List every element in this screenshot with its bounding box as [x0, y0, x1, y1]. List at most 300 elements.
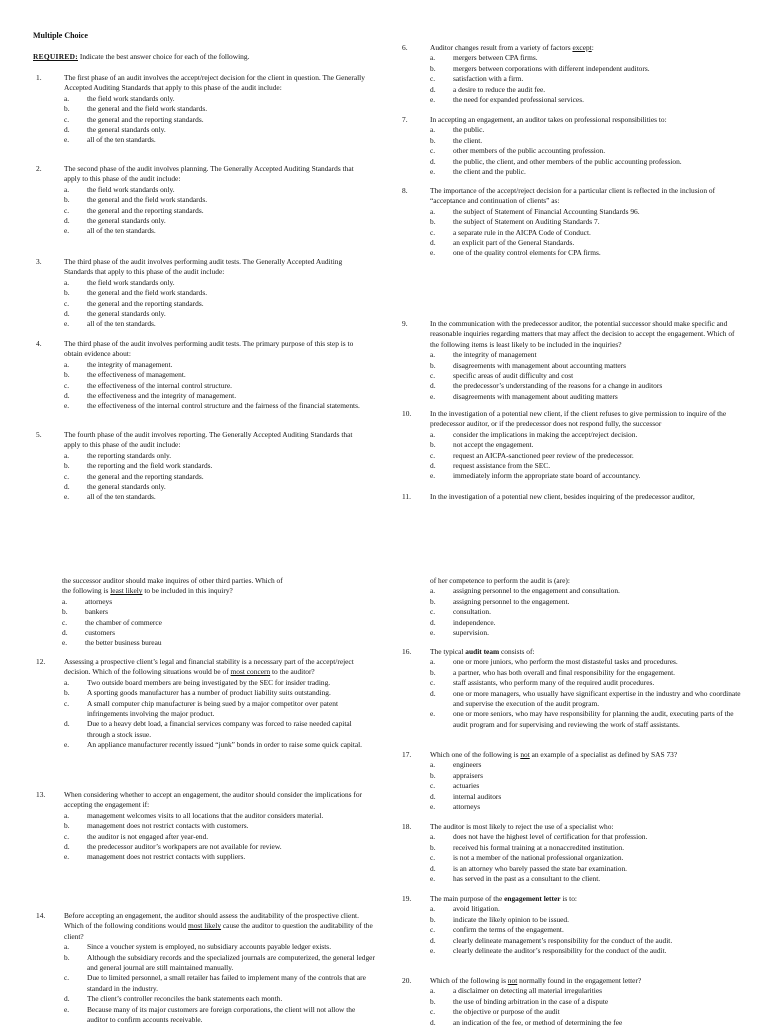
question-number: 5. [36, 430, 42, 439]
answer-option [64, 391, 366, 401]
question-20 [402, 976, 747, 1028]
option-text: the public, the client, and other members of the public accounting profession. [453, 156, 682, 166]
option-text: one or more juniors, who perform the most distasteful tasks and procedures. [453, 657, 678, 667]
option-text: the general and the reporting standards. [87, 471, 204, 481]
question-stem: In accepting an engagement, an auditor takes on professional responsibilities to: [430, 115, 667, 124]
answer-option [64, 1005, 376, 1026]
answer-option [64, 299, 366, 309]
option-text: The client’s controller reconciles the bank statements each month. [87, 994, 283, 1004]
answer-option [430, 207, 742, 217]
option-letter: a. [430, 657, 436, 667]
option-letter: a. [64, 184, 70, 194]
option-letter: e. [64, 1004, 70, 1014]
answer-option [430, 1007, 747, 1017]
option-text: the general standards only. [87, 216, 166, 226]
question-number: 17. [402, 750, 412, 759]
option-text: an indication of the fee, or method of determining the fee [453, 1017, 623, 1027]
option-text: received his formal training at a nonaccredited institution. [453, 842, 625, 852]
option-letter: e. [430, 471, 436, 481]
answer-option [64, 185, 366, 195]
answer-option [64, 195, 366, 205]
option-text: a partner, who has both overall and final responsibility for the engagement. [453, 667, 675, 677]
option-letter: c. [62, 617, 68, 627]
option-letter: b. [62, 607, 68, 617]
option-text: the client and the public. [453, 167, 526, 177]
answer-option [430, 853, 747, 863]
question-14 [36, 911, 376, 1025]
option-letter: e. [430, 628, 436, 638]
answer-option [64, 94, 366, 104]
answer-option [430, 471, 742, 481]
option-letter: e. [430, 95, 436, 105]
option-text: is not a member of the national professional organization. [453, 853, 624, 863]
option-text: actuaries [453, 781, 480, 791]
answer-option [430, 618, 750, 628]
question-11 [402, 492, 742, 502]
answer-option [64, 472, 366, 482]
option-text: all of the ten standards. [87, 226, 156, 236]
option-letter: b. [430, 667, 436, 677]
option-letter: a. [430, 429, 436, 439]
option-letter: b. [64, 952, 70, 962]
option-letter: d. [64, 842, 70, 852]
answer-option [430, 628, 750, 638]
option-letter: d. [64, 391, 70, 401]
option-letter: a. [62, 596, 68, 606]
option-letter: d. [430, 863, 436, 873]
answer-option [430, 461, 742, 471]
question-17 [402, 750, 747, 812]
option-letter: d. [430, 84, 436, 94]
option-letter: d. [64, 994, 70, 1004]
question-11-continued [62, 576, 382, 649]
option-text: indicate the likely opinion to be issued. [453, 914, 569, 924]
answer-option [64, 125, 366, 135]
option-letter: d. [430, 238, 436, 248]
answer-option [430, 864, 747, 874]
answer-option [430, 125, 742, 135]
option-letter: e. [64, 135, 70, 145]
question-number: 2. [36, 164, 42, 173]
answer-option [430, 915, 747, 925]
answer-option [430, 136, 742, 146]
answer-option [430, 392, 742, 402]
option-text: all of the ten standards. [87, 135, 156, 145]
question-number: 10. [402, 409, 412, 418]
answer-option [64, 115, 366, 125]
answer-option [64, 360, 366, 370]
option-text: the use of binding arbitration in the case of a dispute [453, 996, 609, 1006]
answer-option [430, 167, 742, 177]
question-number: 6. [402, 43, 408, 52]
answer-option [64, 688, 376, 698]
required-text: Indicate the best answer choice for each of the following. [79, 52, 250, 61]
question-stem: The third phase of the audit involves performing audit tests. The primary purpose of this step is to obtain evidence about: [64, 339, 354, 359]
answer-option [430, 936, 747, 946]
option-text: the field work standards only. [87, 277, 175, 287]
option-letter: b. [430, 63, 436, 73]
question-number: 20. [402, 976, 412, 985]
option-text: disagreements with management about accounting matters [453, 360, 627, 370]
option-text: the general and the field work standards. [87, 104, 208, 114]
option-letter: a. [64, 810, 70, 820]
option-letter: b. [64, 104, 70, 114]
answer-option [64, 492, 366, 502]
option-text: management welcomes visits to all locations that the auditor considers material. [87, 810, 324, 820]
option-text: the general and the reporting standards. [87, 114, 204, 124]
option-letter: c. [64, 380, 70, 390]
option-text: not accept the engagement. [453, 440, 534, 450]
option-text: a separate rule in the AICPA Code of Conduct. [453, 227, 591, 237]
option-text: clearly delineate management’s responsibility for the conduct of the audit. [453, 935, 673, 945]
option-letter: d. [430, 791, 436, 801]
instructions [33, 52, 249, 62]
question-stem: In the investigation of a potential new client, if the client refuses to give permission to inquire of the predecessor auditor, or if the predecessor does not respond fully, the successor [430, 409, 727, 429]
answer-option [430, 64, 742, 74]
answer-option [430, 157, 742, 167]
option-letter: e. [430, 874, 436, 884]
answer-option [430, 781, 747, 791]
question-number: 7. [402, 115, 408, 124]
option-text: confirm the terms of the engagement. [453, 925, 564, 935]
question-8 [402, 186, 742, 259]
question-number: 12. [36, 657, 46, 666]
option-text: an explicit part of the General Standards. [453, 238, 575, 248]
answer-option [430, 248, 742, 258]
option-letter: e. [430, 248, 436, 258]
option-text: the auditor is not engaged after year-end. [87, 831, 209, 841]
answer-option [64, 973, 376, 994]
option-letter: c. [64, 114, 70, 124]
option-text: other members of the public accounting profession. [453, 146, 606, 156]
option-text: the field work standards only. [87, 184, 175, 194]
answer-option [64, 942, 376, 952]
option-letter: c. [64, 205, 70, 215]
answer-option [64, 135, 366, 145]
answer-option [430, 709, 747, 730]
option-letter: b. [430, 770, 436, 780]
option-letter: b. [64, 461, 70, 471]
option-text: a desire to reduce the audit fee. [453, 84, 546, 94]
option-letter: d. [64, 719, 70, 729]
option-letter: d. [430, 461, 436, 471]
option-letter: c. [64, 471, 70, 481]
option-letter: b. [430, 360, 436, 370]
option-text: the client. [453, 135, 483, 145]
option-text: avoid litigation. [453, 904, 500, 914]
continued-text: of her competence to perform the audit is (are): [430, 576, 570, 585]
question-9 [402, 319, 742, 402]
answer-option [64, 821, 376, 831]
question-stem: Auditor changes result from a variety of factors except: [430, 43, 594, 52]
answer-option [430, 678, 747, 688]
option-letter: d. [64, 125, 70, 135]
option-letter: e. [430, 709, 436, 719]
question-stem: The first phase of an audit involves the accept/reject decision for the client in question. The Generally Accepted Auditing Standards that apply to this phase of the audit include: [64, 73, 365, 93]
option-text: the integrity of management [453, 350, 537, 360]
answer-option [430, 689, 747, 710]
option-text: request assistance from the SEC. [453, 461, 551, 471]
question-stem: The typical audit team consists of: [430, 647, 535, 656]
option-text: specific areas of audit difficulty and cost [453, 371, 574, 381]
option-letter: e. [64, 401, 70, 411]
answer-option [64, 994, 376, 1004]
option-letter: a. [64, 450, 70, 460]
option-letter: d. [64, 482, 70, 492]
question-stem: The importance of the accept/reject decision for a particular client is reflected in the inclusion of “acceptance and continuation of clients” as: [430, 186, 716, 206]
answer-option [430, 843, 747, 853]
option-letter: c. [430, 678, 436, 688]
option-letter: b. [64, 288, 70, 298]
question-stem: In the communication with the predecessor auditor, the potential successor should make specific and reasonable inquiries regarding matters that may affect the decision to accept the engagement. Which of the following items is least likely to be included in the inquiries? [430, 319, 735, 349]
option-letter: c. [430, 853, 436, 863]
option-text: the need for expanded professional services. [453, 95, 584, 105]
question-number: 1. [36, 73, 42, 82]
option-text: Although the subsidiary records and the specialized journals are computerized, the general ledger and general journal are still maintained manually. [87, 952, 375, 973]
option-text: A small computer chip manufacturer is being sued by a major competitor over patent infringements involving the major product. [87, 698, 338, 719]
option-letter: e. [430, 946, 436, 956]
answer-option [430, 597, 750, 607]
option-text: one of the quality control elements for CPA firms. [453, 248, 601, 258]
option-text: bankers [85, 607, 108, 617]
question-number: 8. [402, 186, 408, 195]
option-text: A sporting goods manufacturer has a number of product liability suits outstanding. [87, 688, 331, 698]
answer-option [64, 719, 376, 740]
option-text: consider the implications in making the accept/reject decision. [453, 429, 638, 439]
question-number: 9. [402, 319, 408, 328]
answer-option [64, 740, 376, 750]
option-letter: d. [430, 1017, 436, 1027]
option-text: clearly delineate the auditor’s responsibility for the conduct of the audit. [453, 946, 667, 956]
option-text: the effectiveness of the internal control structure. [87, 380, 232, 390]
option-letter: c. [64, 298, 70, 308]
option-text: assigning personnel to the engagement. [453, 596, 570, 606]
option-text: the predecessor auditor’s workpapers are not available for review. [87, 842, 282, 852]
option-text: independence. [453, 617, 496, 627]
option-letter: c. [430, 74, 436, 84]
question-number: 13. [36, 790, 46, 799]
option-text: supervision. [453, 628, 489, 638]
answer-option [64, 370, 366, 380]
question-stem: The second phase of the audit involves planning. The Generally Accepted Auditing Standards that apply to this phase of the audit include: [64, 164, 354, 184]
option-text: attorneys [453, 802, 481, 812]
option-letter: d. [430, 156, 436, 166]
answer-option [430, 874, 747, 884]
option-letter: c. [430, 1007, 436, 1017]
option-letter: a. [430, 904, 436, 914]
option-letter: a. [64, 277, 70, 287]
answer-option [64, 309, 366, 319]
answer-option [430, 53, 742, 63]
option-letter: c. [430, 925, 436, 935]
option-letter: c. [430, 450, 436, 460]
option-letter: e. [62, 638, 68, 648]
answer-option [430, 228, 742, 238]
answer-option [64, 699, 376, 720]
answer-option [430, 451, 742, 461]
option-text: the general standards only. [87, 125, 166, 135]
option-letter: b. [430, 596, 436, 606]
option-letter: b. [430, 217, 436, 227]
answer-option [430, 381, 742, 391]
option-text: customers [85, 628, 115, 638]
question-10 [402, 409, 742, 482]
answer-option [430, 925, 747, 935]
question-stem: Which one of the following is not an example of a specialist as defined by SAS 73? [430, 750, 678, 759]
answer-option [64, 216, 366, 226]
answer-option [430, 760, 747, 770]
answer-option [430, 986, 747, 996]
option-text: An appliance manufacturer recently issued “junk” bonds in order to raise some quick capital. [87, 740, 362, 750]
answer-option [430, 802, 747, 812]
option-text: one or more managers, who usually have significant expertise in the industry and who coordinate and supervise the execution of the audit program. [453, 688, 741, 709]
option-letter: a. [430, 586, 436, 596]
answer-option [430, 771, 747, 781]
option-letter: a. [430, 986, 436, 996]
option-text: satisfaction with a firm. [453, 74, 524, 84]
option-text: all of the ten standards. [87, 319, 156, 329]
option-letter: e. [430, 802, 436, 812]
option-text: the general standards only. [87, 309, 166, 319]
option-letter: b. [64, 821, 70, 831]
question-number: 14. [36, 911, 46, 920]
answer-option [64, 832, 376, 842]
option-text: the public. [453, 125, 485, 135]
question-number: 3. [36, 257, 42, 266]
option-letter: e. [430, 167, 436, 177]
question-number: 16. [402, 647, 412, 656]
option-letter: e. [430, 391, 436, 401]
option-letter: c. [430, 781, 436, 791]
answer-option [64, 278, 366, 288]
question-19 [402, 894, 747, 956]
option-letter: d. [64, 216, 70, 226]
question-13 [36, 790, 376, 863]
option-letter: d. [62, 628, 68, 638]
answer-option [64, 451, 366, 461]
answer-option [430, 350, 742, 360]
option-text: the integrity of management. [87, 359, 173, 369]
option-letter: a. [430, 832, 436, 842]
option-letter: e. [64, 319, 70, 329]
answer-option [430, 95, 742, 105]
answer-option [430, 607, 750, 617]
option-letter: a. [64, 93, 70, 103]
answer-option [62, 638, 382, 648]
option-text: engineers [453, 760, 482, 770]
answer-option [430, 371, 742, 381]
option-letter: d. [430, 381, 436, 391]
option-text: the general and the field work standards. [87, 195, 208, 205]
question-16 [402, 647, 747, 730]
question-stem: When considering whether to accept an engagement, the auditor should consider the implications for accepting the engagement if: [64, 790, 362, 810]
option-text: the general standards only. [87, 482, 166, 492]
option-letter: b. [64, 195, 70, 205]
option-letter: b. [430, 440, 436, 450]
option-text: Two outside board members are being investigated by the SEC for insider trading. [87, 677, 331, 687]
option-text: the reporting standards only. [87, 450, 172, 460]
question-6 [402, 43, 742, 105]
question-stem: The fourth phase of the audit involves reporting. The Generally Accepted Auditing Standards that apply to this phase of the audit include: [64, 430, 353, 450]
section-title: Multiple Choice [33, 31, 88, 40]
option-letter: c. [64, 698, 70, 708]
answer-option [430, 657, 747, 667]
required-label: REQUIRED: [33, 52, 78, 61]
answer-option [430, 74, 742, 84]
option-letter: d. [430, 935, 436, 945]
answer-option [64, 206, 366, 216]
answer-option [64, 226, 366, 236]
option-text: Since a voucher system is employed, no subsidiary accounts payable ledger exists. [87, 942, 332, 952]
question-5 [36, 430, 366, 503]
option-letter: e. [64, 852, 70, 862]
answer-option [430, 997, 747, 1007]
option-letter: a. [430, 53, 436, 63]
option-text: management does not restrict contacts with customers. [87, 821, 249, 831]
question-number: 11. [402, 492, 411, 501]
question-stem: Assessing a prospective client’s legal and financial stability is a necessary part of the accept/reject decision. Which of the following situations would be of most concern to the auditor? [64, 657, 354, 677]
option-text: the general and the reporting standards. [87, 205, 204, 215]
answer-option [62, 597, 382, 607]
answer-option [430, 217, 742, 227]
question-stem: The third phase of the audit involves performing audit tests. The Generally Accepted Auditing Standards that apply to this phase of the audit include: [64, 257, 343, 277]
option-text: does not have the highest level of certification for that profession. [453, 832, 648, 842]
question-stem: The auditor is most likely to reject the use of a specialist who: [430, 822, 614, 831]
option-letter: b. [64, 370, 70, 380]
option-letter: b. [430, 996, 436, 1006]
option-text: is an attorney who barely passed the state bar examination. [453, 863, 628, 873]
option-letter: e. [64, 740, 70, 750]
answer-option [64, 381, 366, 391]
option-letter: c. [430, 371, 436, 381]
question-stem: Which of the following is not normally found in the engagement letter? [430, 976, 642, 985]
continued-text: the following is least likely to be included in this inquiry? [62, 586, 233, 596]
answer-option [64, 953, 376, 974]
answer-option [430, 904, 747, 914]
option-letter: a. [64, 942, 70, 952]
continued-text: the successor auditor should make inquires of other third parties. Which of [62, 576, 283, 585]
question-2 [36, 164, 366, 237]
option-text: attorneys [85, 596, 113, 606]
answer-option [64, 852, 376, 862]
option-text: the subject of Statement on Auditing Standards 7. [453, 217, 600, 227]
answer-option [430, 668, 747, 678]
question-stem: The main purpose of the engagement letter is to: [430, 894, 577, 903]
option-text: one or more seniors, who may have responsibility for planning the audit, executing parts of the audit program and for supervising and reviewing the work of staff assistants. [453, 709, 734, 729]
question-stem: In the investigation of a potential new client, besides inquiring of the predecessor auditor, [430, 492, 695, 501]
option-letter: d. [430, 617, 436, 627]
option-text: all of the ten standards. [87, 492, 156, 502]
option-text: the reporting and the field work standards. [87, 461, 213, 471]
option-text: the objective or purpose of the audit [453, 1007, 560, 1017]
option-letter: b. [64, 688, 70, 698]
answer-option [62, 618, 382, 628]
answer-option [64, 482, 366, 492]
answer-option [64, 842, 376, 852]
answer-option [430, 792, 747, 802]
option-letter: d. [64, 309, 70, 319]
option-text: the effectiveness and the integrity of management. [87, 391, 237, 401]
option-text: request an AICPA-sanctioned peer review of the predecessor. [453, 450, 634, 460]
answer-option [430, 586, 750, 596]
option-letter: b. [430, 914, 436, 924]
option-letter: c. [64, 831, 70, 841]
option-text: Because many of its major customers are foreign corporations, the client will not allow the auditor to confirm accounts receivable. [87, 1004, 356, 1025]
answer-option [430, 361, 742, 371]
option-text: consultation. [453, 607, 491, 617]
option-letter: e. [64, 492, 70, 502]
answer-option [64, 288, 366, 298]
